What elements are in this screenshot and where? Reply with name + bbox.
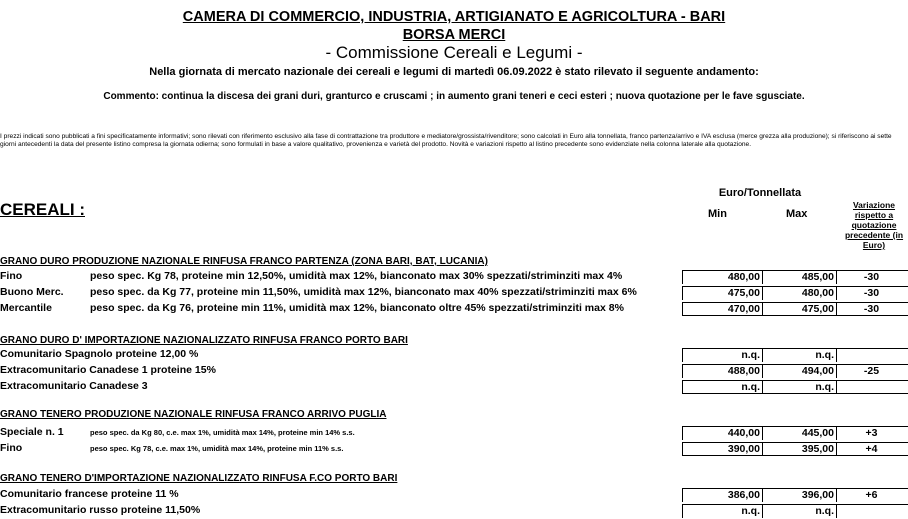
min-price: 488,00 xyxy=(682,364,762,378)
table-row xyxy=(0,380,908,395)
min-price: 475,00 xyxy=(682,286,762,300)
row-label: Fino xyxy=(0,270,23,282)
row-label: Speciale n. 1 xyxy=(0,426,64,438)
table-row xyxy=(0,364,908,379)
document-title: CAMERA DI COMMERCIO, INDUSTRIA, ARTIGIANATO E AGRICOLTURA - BARI xyxy=(182,9,726,25)
group-title: GRANO TENERO PRODUZIONE NAZIONALE RINFUSA FRANCO ARRIVO PUGLIA xyxy=(0,409,387,420)
row-label: Extracomunitario russo proteine 11,50% xyxy=(0,504,201,516)
max-price: n.q. xyxy=(762,380,836,394)
max-price: 480,00 xyxy=(762,286,836,300)
group-title: GRANO DURO D' IMPORTAZIONE NAZIONALIZZATO RINFUSA FRANCO PORTO BARI xyxy=(0,335,408,346)
min-price: 480,00 xyxy=(682,270,762,284)
commission-heading: - Commissione Cereali e Legumi - xyxy=(325,43,583,62)
table-row xyxy=(0,442,908,457)
price-variation: -25 xyxy=(836,364,908,378)
max-price: 445,00 xyxy=(762,426,836,440)
row-label: Comunitario francese proteine 11 % xyxy=(0,488,179,500)
document-subtitle: BORSA MERCI xyxy=(402,27,506,43)
price-variation xyxy=(836,504,908,518)
min-price: 440,00 xyxy=(682,426,762,440)
row-label: Extracomunitario Canadese 3 xyxy=(0,380,148,392)
row-label: Fino xyxy=(0,442,23,454)
min-price: n.q. xyxy=(682,380,762,394)
group-title: GRANO TENERO D'IMPORTAZIONE NAZIONALIZZATO RINFUSA F.CO PORTO BARI xyxy=(0,473,398,484)
table-row xyxy=(0,488,908,503)
min-header: Min xyxy=(708,208,727,220)
price-variation: +4 xyxy=(836,442,908,456)
max-header: Max xyxy=(786,208,808,220)
table-row xyxy=(0,348,908,363)
row-description: peso spec. Kg 78, proteine min 12,50%, umidità max 12%, bianconato max 30% spezzati/striminziti max 4% xyxy=(90,270,623,282)
price-variation: -30 xyxy=(836,302,908,316)
max-price: 494,00 xyxy=(762,364,836,378)
price-variation xyxy=(836,348,908,362)
price-variation: -30 xyxy=(836,286,908,300)
row-label: Buono Merc. xyxy=(0,286,64,298)
table-row xyxy=(0,286,908,301)
max-price: 395,00 xyxy=(762,442,836,456)
max-price: 485,00 xyxy=(762,270,836,284)
max-price: n.q. xyxy=(762,504,836,518)
price-variation: -30 xyxy=(836,270,908,284)
section-title: CEREALI : xyxy=(0,200,85,219)
unit-header: Euro/Tonnellata xyxy=(718,187,802,199)
market-intro: Nella giornata di mercato nazionale dei cereali e legumi di martedì 06.09.2022 è stato rilevato il seguente andamento: xyxy=(149,66,759,78)
price-variation: +6 xyxy=(836,488,908,502)
price-variation: +3 xyxy=(836,426,908,440)
variation-header: Variazione rispetto a quotazione precedente (in Euro) xyxy=(844,200,904,250)
row-description: peso spec. da Kg 80, c.e. max 1%, umidità max 14%, proteine min 14% s.s. xyxy=(90,428,355,437)
max-price: 475,00 xyxy=(762,302,836,316)
row-description: peso spec. Kg 78, c.e. max 1%, umidità max 14%, proteine min 11% s.s. xyxy=(90,444,344,453)
min-price: 386,00 xyxy=(682,488,762,502)
disclaimer-text: I prezzi indicati sono pubblicati a fini specificatamente informativi; sono rilevati con riferimento esclusivo alla fase di contrattazione tra produttore e mediatore/grossista/rivenditore; sono calcolati in Euro alla tonnellata, franco partenza/arrivo e IVA esclusa (merce grezza alla produzione); si riferiscono ai sette giorni antecedenti la data del presente listino compresa la giornata odierna; sono formulati in base a valore qualitativo, provenienza e varietà del prodotto. Novità e variazioni rispetto al listino precedente sono evidenziate nella colonna laterale alla quotazione. xyxy=(0,133,892,148)
row-label: Comunitario Spagnolo proteine 12,00 % xyxy=(0,348,199,360)
row-label: Mercantile xyxy=(0,302,52,314)
group-title: GRANO DURO PRODUZIONE NAZIONALE RINFUSA FRANCO PARTENZA (ZONA BARI, BAT, LUCANIA) xyxy=(0,256,488,267)
min-price: 390,00 xyxy=(682,442,762,456)
table-row xyxy=(0,270,908,285)
table-row xyxy=(0,504,908,519)
min-price: n.q. xyxy=(682,504,762,518)
row-label: Extracomunitario Canadese 1 proteine 15% xyxy=(0,364,216,376)
min-price: n.q. xyxy=(682,348,762,362)
price-variation xyxy=(836,380,908,394)
market-comment: Commento: continua la discesa dei grani duri, granturco e cruscami ; in aumento grani teneri e ceci esteri ; nuova quotazione per le fave sgusciate. xyxy=(103,91,805,102)
max-price: n.q. xyxy=(762,348,836,362)
table-row xyxy=(0,302,908,317)
max-price: 396,00 xyxy=(762,488,836,502)
min-price: 470,00 xyxy=(682,302,762,316)
row-description: peso spec. da Kg 77, proteine min 11,50%, umidità max 12%, bianconato max 40% spezzati/striminziti max 6% xyxy=(90,286,637,298)
table-row xyxy=(0,426,908,441)
row-description: peso spec. da Kg 76, proteine min 11%, umidità max 12%, bianconato oltre 45% spezzati/striminziti max 8% xyxy=(90,302,624,314)
